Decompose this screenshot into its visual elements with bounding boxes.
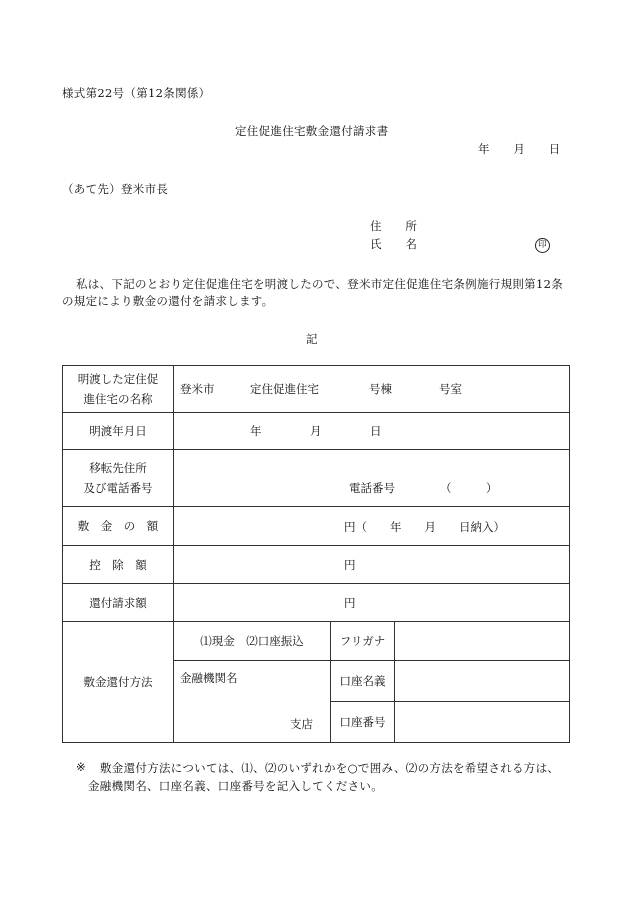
name-label: 氏 名 [370, 237, 418, 251]
branch-label: 支店 [290, 716, 313, 731]
phone-area-code: （ ） [440, 480, 498, 495]
ki-heading: 記 [306, 332, 318, 346]
label-line: 移転先住所 [89, 461, 147, 475]
label-vacate-date: 明渡年月日 [63, 413, 174, 450]
phone-label: 電話番号 [349, 480, 395, 495]
label-refund-amount: 還付請求額 [63, 584, 174, 622]
city-text: 登米市 [180, 381, 215, 396]
deposit-amount-field[interactable] [174, 507, 570, 546]
new-address-field[interactable] [174, 450, 570, 507]
label-line: 及び電話番号 [83, 481, 153, 495]
deduction-yen: 円 [344, 557, 356, 572]
table-row [63, 450, 570, 507]
day-suffix: 日 [370, 423, 382, 438]
table-row [63, 366, 570, 413]
refund-method-options[interactable]: ⑴現金 ⑵口座振込 [174, 622, 331, 661]
vacate-date-field[interactable] [174, 413, 570, 450]
housing-name-field[interactable] [174, 366, 570, 413]
furigana-field[interactable] [395, 622, 570, 661]
account-name-field[interactable] [395, 661, 570, 702]
label-line: 明渡した定住促 [77, 372, 159, 386]
refund-yen: 円 [344, 595, 356, 610]
building-suffix: 号棟 [369, 381, 392, 396]
room-suffix: 号室 [439, 381, 462, 396]
table-row [63, 546, 570, 584]
label-account-name: 口座名義 [331, 661, 395, 702]
note-line-2: 金融機関名、口座名義、口座番号を記入してください。 [88, 779, 383, 793]
label-account-number: 口座番号 [331, 702, 395, 743]
bank-name-label: 金融機関名 [180, 670, 238, 685]
bank-name-field[interactable] [174, 661, 331, 743]
housing-text: 定住促進住宅 [250, 381, 319, 396]
label-refund-method: 敷金還付方法 [63, 622, 174, 743]
form-number: 様式第22号（第12条関係） [62, 86, 211, 100]
deposit-amount-text: 円（ 年 月 日納入） [344, 519, 505, 534]
seal-mark [535, 236, 550, 253]
refund-amount-field[interactable] [174, 584, 570, 622]
deduction-field[interactable] [174, 546, 570, 584]
account-number-field[interactable] [395, 702, 570, 743]
seal-icon: 印 [535, 238, 550, 253]
note-mark: ※ [76, 760, 86, 774]
paragraph-line-2: の規定により敷金の還付を請求します。 [62, 294, 274, 308]
document-title: 定住促進住宅敷金還付請求書 [235, 124, 389, 138]
request-form-table [62, 365, 570, 743]
address-label: 住 所 [370, 219, 418, 233]
addressee: （あて先）登米市長 [62, 182, 169, 196]
table-row [63, 622, 570, 661]
label-deduction: 控 除 額 [63, 546, 174, 584]
label-deposit-amount: 敷 金 の 額 [63, 507, 174, 546]
year-suffix: 年 [250, 423, 262, 438]
paragraph-line-1: 私は、下記のとおり定住促進住宅を明渡したので、登米市定住促進住宅条例施行規則第12条 [76, 277, 563, 291]
month-suffix: 月 [310, 423, 322, 438]
table-row [63, 584, 570, 622]
label-line: 進住宅の名称 [83, 392, 153, 406]
note-line-1: 敷金還付方法については、⑴、⑵のいずれかを○で囲み、⑵の方法を希望される方は、 [100, 761, 560, 775]
table-row [63, 413, 570, 450]
label-housing-name [63, 366, 174, 413]
label-furigana: フリガナ [331, 622, 395, 661]
date-line: 年 月 日 [478, 142, 561, 156]
label-new-address [63, 450, 174, 507]
table-row [63, 507, 570, 546]
